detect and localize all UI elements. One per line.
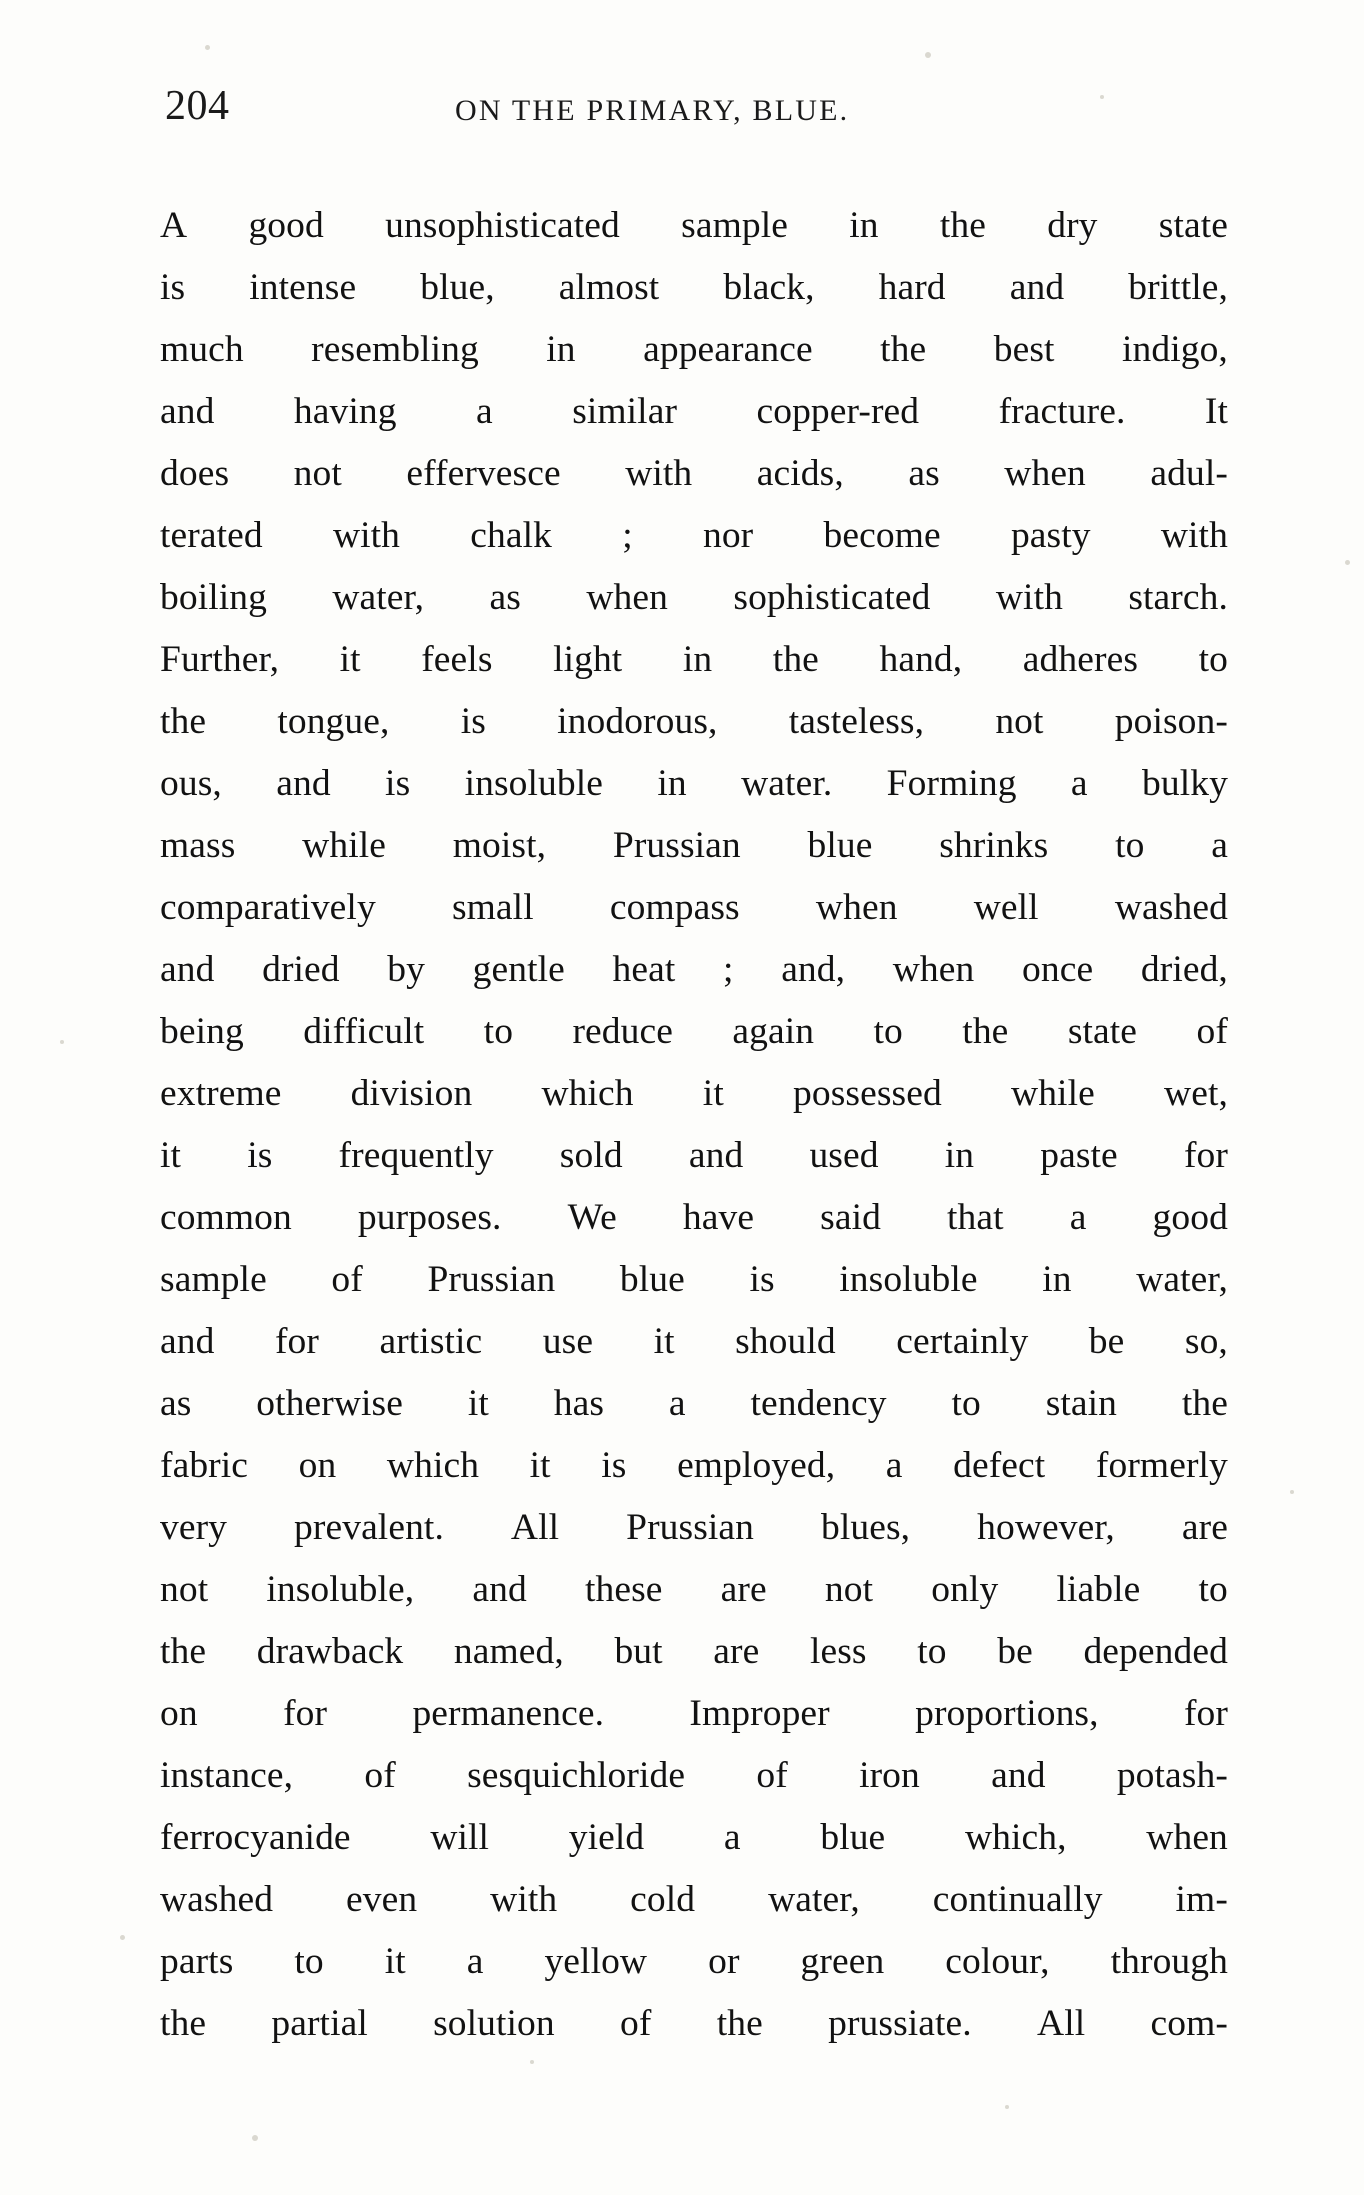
word: in bbox=[1042, 1259, 1072, 1300]
word: purposes. bbox=[357, 1197, 502, 1238]
word: the bbox=[962, 1011, 1009, 1052]
text-line bbox=[160, 629, 1228, 691]
word: not bbox=[824, 1569, 874, 1610]
word: is bbox=[749, 1259, 775, 1300]
text-line bbox=[160, 381, 1228, 443]
word: which bbox=[386, 1445, 480, 1486]
word: stain bbox=[1045, 1383, 1118, 1424]
word: yield bbox=[568, 1817, 645, 1858]
word: ; bbox=[622, 515, 633, 556]
paper-speck bbox=[1290, 1490, 1294, 1494]
word: when bbox=[1146, 1817, 1228, 1858]
word: copper-red bbox=[756, 391, 920, 432]
word: potash- bbox=[1116, 1755, 1228, 1796]
word: starch. bbox=[1128, 577, 1228, 618]
word: the bbox=[160, 2003, 207, 2044]
running-head: ON THE PRIMARY, BLUE. bbox=[455, 94, 850, 127]
text-line bbox=[160, 257, 1228, 319]
text-line bbox=[160, 1807, 1228, 1869]
word: artistic bbox=[379, 1321, 483, 1362]
word: We bbox=[567, 1197, 617, 1238]
word: once bbox=[1022, 949, 1094, 990]
word: for bbox=[1183, 1135, 1228, 1176]
text-line bbox=[160, 1993, 1228, 2055]
word: of bbox=[620, 2003, 652, 2044]
word: for bbox=[274, 1321, 319, 1362]
word: boiling bbox=[160, 577, 267, 618]
word: when bbox=[892, 949, 975, 990]
text-line bbox=[160, 1001, 1228, 1063]
word: the bbox=[880, 329, 927, 370]
word: insoluble bbox=[839, 1259, 978, 1300]
word: appearance bbox=[643, 329, 813, 370]
word: while bbox=[1011, 1073, 1095, 1114]
word: ferrocyanide bbox=[160, 1817, 351, 1858]
word: to bbox=[1198, 1569, 1228, 1610]
word: but bbox=[614, 1631, 663, 1672]
word: very bbox=[160, 1507, 228, 1548]
word: of bbox=[364, 1755, 396, 1796]
word: blues, bbox=[821, 1507, 911, 1548]
word: employed, bbox=[677, 1445, 836, 1486]
word: is bbox=[460, 701, 486, 742]
word: liable bbox=[1056, 1569, 1141, 1610]
word: does bbox=[160, 453, 230, 494]
text-line bbox=[160, 567, 1228, 629]
word: frequently bbox=[338, 1135, 494, 1176]
word: ous, bbox=[160, 763, 222, 804]
word: best bbox=[993, 329, 1055, 370]
word: a bbox=[1069, 1197, 1087, 1238]
word: to bbox=[483, 1011, 514, 1052]
paper-speck bbox=[1345, 560, 1350, 565]
word: All bbox=[510, 1507, 560, 1548]
word: however, bbox=[977, 1507, 1115, 1548]
word: in bbox=[657, 763, 687, 804]
word: a bbox=[466, 1941, 484, 1982]
word: in bbox=[546, 329, 576, 370]
word: Improper bbox=[689, 1693, 830, 1734]
word: prussiate. bbox=[828, 2003, 972, 2044]
text-line bbox=[160, 1497, 1228, 1559]
word: it bbox=[702, 1073, 724, 1114]
paper-speck bbox=[1005, 2105, 1009, 2109]
paper-speck bbox=[1100, 95, 1104, 99]
word: it bbox=[467, 1383, 489, 1424]
word: only bbox=[931, 1569, 999, 1610]
word: acids, bbox=[756, 453, 844, 494]
word: pasty bbox=[1010, 515, 1091, 556]
word: terated bbox=[160, 515, 263, 556]
word: hand, bbox=[879, 639, 963, 680]
word: much bbox=[160, 329, 244, 370]
word: common bbox=[160, 1197, 292, 1238]
word: formerly bbox=[1095, 1445, 1228, 1486]
word: as bbox=[160, 1383, 192, 1424]
word: even bbox=[346, 1879, 418, 1920]
word: and bbox=[160, 1321, 215, 1362]
word: partial bbox=[271, 2003, 368, 2044]
word: brittle, bbox=[1128, 267, 1228, 308]
word: It bbox=[1204, 391, 1228, 432]
word: tasteless, bbox=[788, 701, 925, 742]
text-line bbox=[160, 1745, 1228, 1807]
word: a bbox=[668, 1383, 686, 1424]
word: while bbox=[302, 825, 386, 866]
text-line bbox=[160, 1869, 1228, 1931]
word: again bbox=[732, 1011, 815, 1052]
word: a bbox=[476, 391, 493, 432]
word: effervesce bbox=[406, 453, 561, 494]
word: blue bbox=[619, 1259, 685, 1300]
word: All bbox=[1037, 2003, 1086, 2044]
word: water, bbox=[332, 577, 425, 618]
paper-speck bbox=[205, 45, 210, 50]
text-line bbox=[160, 1435, 1228, 1497]
word: Prussian bbox=[626, 1507, 755, 1548]
word: similar bbox=[572, 391, 678, 432]
word: named, bbox=[453, 1631, 564, 1672]
page-number: 204 bbox=[165, 83, 230, 129]
word: com- bbox=[1150, 2003, 1228, 2044]
word: A bbox=[160, 205, 188, 246]
paper-speck bbox=[925, 52, 931, 58]
word: of bbox=[1196, 1011, 1228, 1052]
word: indigo, bbox=[1122, 329, 1228, 370]
word: ; bbox=[723, 949, 734, 990]
text-line bbox=[160, 319, 1228, 381]
text-line bbox=[160, 691, 1228, 753]
text-line bbox=[160, 1373, 1228, 1435]
text-line bbox=[160, 505, 1228, 567]
word: to bbox=[294, 1941, 324, 1982]
word: with bbox=[490, 1879, 558, 1920]
word: in bbox=[944, 1135, 975, 1176]
word: sold bbox=[559, 1135, 623, 1176]
word: extreme bbox=[160, 1073, 282, 1114]
word: drawback bbox=[256, 1631, 404, 1672]
text-line bbox=[160, 1311, 1228, 1373]
word: to bbox=[951, 1383, 981, 1424]
word: light bbox=[553, 639, 623, 680]
body-text bbox=[160, 195, 1228, 2055]
word: used bbox=[809, 1135, 879, 1176]
word: be bbox=[997, 1631, 1033, 1672]
word: it bbox=[653, 1321, 675, 1362]
word: possessed bbox=[793, 1073, 942, 1114]
paper-speck bbox=[120, 1935, 125, 1940]
word: insoluble bbox=[464, 763, 604, 804]
word: mass bbox=[160, 825, 236, 866]
text-line bbox=[160, 1683, 1228, 1745]
word: a bbox=[1070, 763, 1088, 804]
word: be bbox=[1088, 1321, 1125, 1362]
word: Further, bbox=[160, 639, 280, 680]
word: otherwise bbox=[256, 1383, 403, 1424]
word: when bbox=[1004, 453, 1086, 494]
word: are bbox=[713, 1631, 760, 1672]
word: adul- bbox=[1150, 453, 1228, 494]
word: good bbox=[248, 205, 324, 246]
word: paste bbox=[1040, 1135, 1118, 1176]
word: almost bbox=[558, 267, 660, 308]
word: by bbox=[387, 949, 425, 990]
word: which bbox=[541, 1073, 634, 1114]
word: small bbox=[451, 887, 534, 928]
text-line bbox=[160, 939, 1228, 1001]
word: as bbox=[489, 577, 521, 618]
word: yellow bbox=[544, 1941, 648, 1982]
word: washed bbox=[1114, 887, 1228, 928]
word: the bbox=[1181, 1383, 1228, 1424]
word: and bbox=[472, 1569, 527, 1610]
word: parts bbox=[160, 1941, 234, 1982]
word: the bbox=[772, 639, 819, 680]
word: insoluble, bbox=[266, 1569, 415, 1610]
word: use bbox=[542, 1321, 594, 1362]
word: are bbox=[720, 1569, 767, 1610]
word: and bbox=[991, 1755, 1046, 1796]
word: a bbox=[885, 1445, 903, 1486]
text-line bbox=[160, 1931, 1228, 1993]
word: blue bbox=[820, 1817, 886, 1858]
word: said bbox=[820, 1197, 881, 1238]
word: continually bbox=[932, 1879, 1103, 1920]
word: the bbox=[939, 205, 986, 246]
word: cold bbox=[630, 1879, 696, 1920]
word: comparatively bbox=[160, 887, 376, 928]
word: shrinks bbox=[939, 825, 1049, 866]
word: instance, bbox=[160, 1755, 294, 1796]
text-line bbox=[160, 443, 1228, 505]
word: it bbox=[384, 1941, 406, 1982]
word: bulky bbox=[1142, 763, 1228, 804]
word: and bbox=[160, 391, 215, 432]
word: washed bbox=[160, 1879, 274, 1920]
word: water. bbox=[741, 763, 833, 804]
word: and, bbox=[781, 949, 846, 990]
word: colour, bbox=[945, 1941, 1050, 1982]
word: through bbox=[1110, 1941, 1228, 1982]
word: Prussian bbox=[427, 1259, 556, 1300]
word: the bbox=[716, 2003, 763, 2044]
word: sample bbox=[681, 205, 788, 246]
word: have bbox=[682, 1197, 755, 1238]
word: is bbox=[247, 1135, 273, 1176]
word: it bbox=[339, 639, 361, 680]
word: water, bbox=[768, 1879, 860, 1920]
text-line bbox=[160, 1125, 1228, 1187]
word: not bbox=[160, 1569, 209, 1610]
word: tendency bbox=[750, 1383, 887, 1424]
text-line bbox=[160, 1249, 1228, 1311]
word: which, bbox=[964, 1817, 1067, 1858]
paper-speck bbox=[530, 2060, 534, 2064]
word: not bbox=[995, 701, 1044, 742]
word: black, bbox=[723, 267, 815, 308]
word: dried bbox=[262, 949, 340, 990]
word: certainly bbox=[896, 1321, 1029, 1362]
word: inodorous, bbox=[557, 701, 718, 742]
word: of bbox=[331, 1259, 363, 1300]
word: depended bbox=[1083, 1631, 1228, 1672]
word: and bbox=[160, 949, 215, 990]
word: become bbox=[823, 515, 941, 556]
word: these bbox=[584, 1569, 663, 1610]
word: blue bbox=[807, 825, 873, 866]
word: nor bbox=[702, 515, 754, 556]
text-line bbox=[160, 877, 1228, 939]
word: im- bbox=[1175, 1879, 1228, 1920]
text-line bbox=[160, 1187, 1228, 1249]
word: the bbox=[160, 701, 207, 742]
word: the bbox=[160, 1631, 207, 1672]
word: permanence. bbox=[412, 1693, 605, 1734]
word: is bbox=[385, 763, 411, 804]
text-line bbox=[160, 1621, 1228, 1683]
word: iron bbox=[859, 1755, 920, 1796]
text-line bbox=[160, 195, 1228, 257]
text-line bbox=[160, 815, 1228, 877]
word: reduce bbox=[572, 1011, 673, 1052]
word: gentle bbox=[472, 949, 565, 990]
word: it bbox=[529, 1445, 551, 1486]
word: a bbox=[723, 1817, 741, 1858]
word: and bbox=[688, 1135, 744, 1176]
word: adheres bbox=[1022, 639, 1139, 680]
word: for bbox=[1183, 1693, 1228, 1734]
word: is bbox=[160, 267, 186, 308]
word: difficult bbox=[303, 1011, 425, 1052]
word: with bbox=[332, 515, 401, 556]
word: water, bbox=[1136, 1259, 1228, 1300]
word: unsophisticated bbox=[385, 205, 620, 246]
word: as bbox=[908, 453, 940, 494]
word: to bbox=[873, 1011, 903, 1052]
word: prevalent. bbox=[294, 1507, 444, 1548]
word: tongue, bbox=[277, 701, 390, 742]
word: dry bbox=[1047, 205, 1098, 246]
word: and bbox=[276, 763, 331, 804]
word: blue, bbox=[420, 267, 495, 308]
word: wet, bbox=[1164, 1073, 1228, 1114]
word: green bbox=[800, 1941, 885, 1982]
word: chalk bbox=[470, 515, 552, 556]
word: compass bbox=[609, 887, 740, 928]
word: being bbox=[160, 1011, 244, 1052]
word: a bbox=[1211, 825, 1228, 866]
word: dried, bbox=[1140, 949, 1228, 990]
word: well bbox=[973, 887, 1039, 928]
page-header bbox=[150, 80, 1240, 140]
word: state bbox=[1067, 1011, 1138, 1052]
word: poison- bbox=[1114, 701, 1228, 742]
word: will bbox=[430, 1817, 490, 1858]
word: moist, bbox=[452, 825, 547, 866]
word: with bbox=[995, 577, 1063, 618]
paragraph bbox=[160, 195, 1228, 2055]
text-line bbox=[160, 753, 1228, 815]
word: good bbox=[1152, 1197, 1228, 1238]
word: when bbox=[815, 887, 898, 928]
word: feels bbox=[421, 639, 493, 680]
word: defect bbox=[953, 1445, 1046, 1486]
word: that bbox=[947, 1197, 1004, 1238]
word: sophisticated bbox=[733, 577, 931, 618]
word: to bbox=[917, 1631, 947, 1672]
word: so, bbox=[1184, 1321, 1228, 1362]
text-line bbox=[160, 1063, 1228, 1125]
word: sesquichloride bbox=[467, 1755, 686, 1796]
word: resembling bbox=[311, 329, 479, 370]
word: to bbox=[1198, 639, 1228, 680]
word: intense bbox=[249, 267, 357, 308]
word: it bbox=[160, 1135, 182, 1176]
word: heat bbox=[612, 949, 676, 990]
word: less bbox=[809, 1631, 867, 1672]
word: division bbox=[350, 1073, 473, 1114]
word: fracture. bbox=[998, 391, 1126, 432]
word: having bbox=[293, 391, 397, 432]
word: on bbox=[160, 1693, 198, 1734]
word: not bbox=[293, 453, 342, 494]
word: in bbox=[682, 639, 713, 680]
word: and bbox=[1009, 267, 1065, 308]
word: hard bbox=[878, 267, 946, 308]
word: to bbox=[1115, 825, 1145, 866]
word: Forming bbox=[886, 763, 1017, 804]
word: fabric bbox=[160, 1445, 249, 1486]
word: has bbox=[553, 1383, 605, 1424]
word: Prussian bbox=[612, 825, 741, 866]
word: should bbox=[735, 1321, 836, 1362]
word: on bbox=[298, 1445, 337, 1486]
word: with bbox=[1160, 515, 1228, 556]
paper-speck bbox=[60, 1040, 64, 1044]
word: is bbox=[601, 1445, 627, 1486]
word: sample bbox=[160, 1259, 267, 1300]
word: in bbox=[849, 205, 879, 246]
text-line bbox=[160, 1559, 1228, 1621]
word: solution bbox=[433, 2003, 555, 2044]
word: state bbox=[1158, 205, 1228, 246]
word: are bbox=[1181, 1507, 1228, 1548]
word: for bbox=[283, 1693, 328, 1734]
paper-speck bbox=[252, 2135, 258, 2141]
word: or bbox=[708, 1941, 740, 1982]
word: when bbox=[586, 577, 668, 618]
word: of bbox=[756, 1755, 788, 1796]
word: with bbox=[625, 453, 693, 494]
word: proportions, bbox=[915, 1693, 1099, 1734]
